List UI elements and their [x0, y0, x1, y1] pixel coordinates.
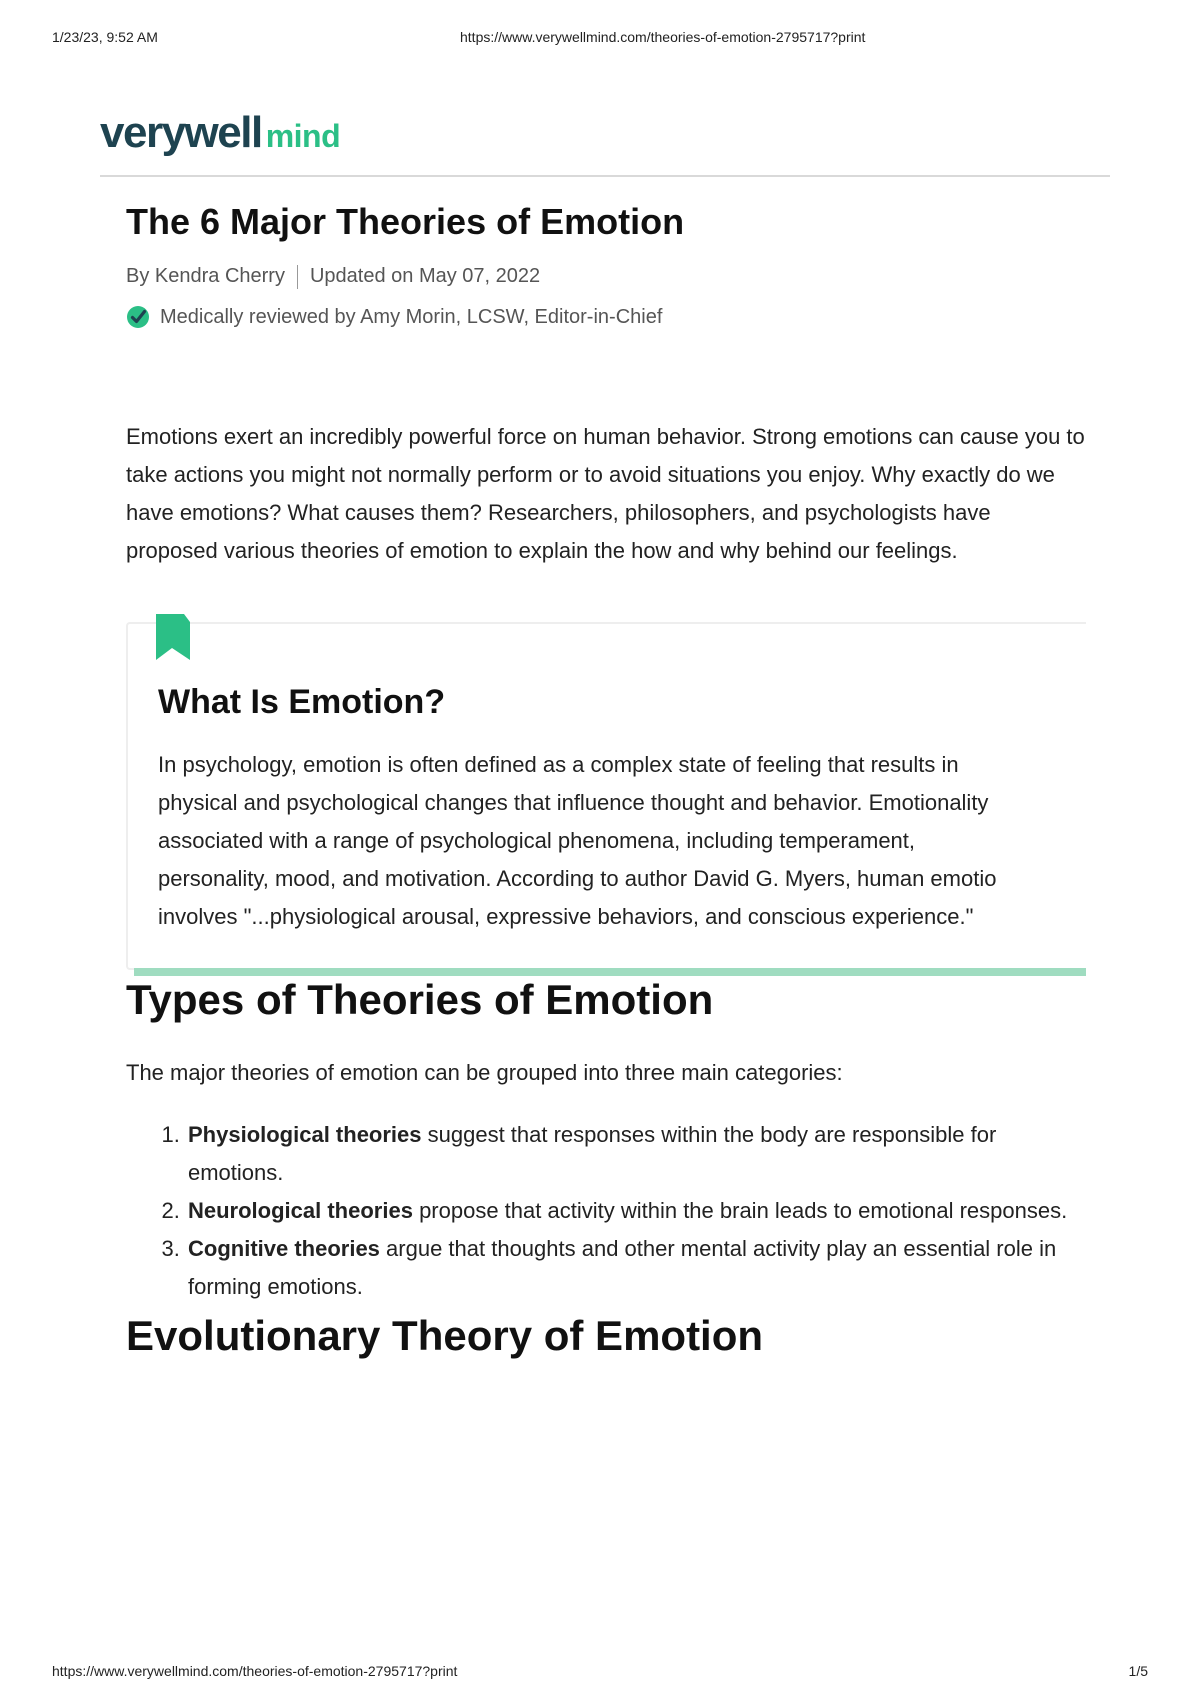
list-item-text: suggest that responses within the body are responsible for emotions. [188, 1122, 997, 1185]
page-number: 1/5 [1128, 1663, 1148, 1679]
medical-review [126, 302, 1086, 332]
intro-paragraph: Emotions exert an incredibly powerful force on human behavior. Strong emotions can cause you to take actions you might not normally perform or to avoid situations you enjoy. Why exactly do we have emotions? What causes them? Researchers, philosophers, and psychologists have proposed various theories of emotion to explain the how and why behind our feelings. [126, 424, 1085, 563]
list-item-text: argue that thoughts and other mental activity play an essential role in forming emotions. [188, 1236, 1057, 1299]
header-divider [100, 175, 1110, 177]
callout-heading: What Is Emotion? [158, 683, 446, 721]
list-item [186, 1116, 1086, 1192]
author-link[interactable]: By Kendra Cherry [126, 265, 285, 287]
byline [126, 260, 1086, 292]
callout-line: involves "...physiological arousal, expressive behaviors, and conscious experience." [158, 904, 974, 929]
list-item [186, 1192, 1086, 1230]
article [126, 196, 1086, 1366]
types-lead: The major theories of emotion can be grouped into three main categories: [126, 1060, 843, 1085]
byline-separator [297, 265, 298, 289]
definition-callout [126, 622, 1086, 970]
list-item-term: Physiological theories [188, 1122, 422, 1147]
section-heading-types: Types of Theories of Emotion [126, 976, 714, 1023]
print-footer [52, 1663, 1148, 1683]
callout-line: physical and psychological changes that influence thought and behavior. Emotionality [158, 790, 989, 815]
updated-date: Updated on May 07, 2022 [309, 265, 541, 287]
section-heading-evolutionary: Evolutionary Theory of Emotion [126, 1312, 764, 1359]
callout-body [158, 676, 1088, 936]
check-badge-icon [126, 305, 150, 329]
logo-verywell: verywell [100, 108, 262, 157]
print-date: 1/23/23, 9:52 AM [52, 29, 158, 45]
callout-line: associated with a range of psychological phenomena, including temperament, [158, 828, 916, 853]
footer-url: https://www.verywellmind.com/theories-of-emotion-2795717?print [52, 1663, 458, 1679]
print-url: https://www.verywellmind.com/theories-of-emotion-2795717?print [460, 29, 866, 45]
callout-text [158, 746, 1088, 936]
callout-line: In psychology, emotion is often defined as a complex state of feeling that results in [158, 752, 959, 777]
article-title: The 6 Major Theories of Emotion [126, 201, 685, 242]
list-item-text: propose that activity within the brain leads to emotional responses. [412, 1198, 1068, 1223]
site-logo[interactable] [100, 108, 340, 158]
list-item-term: Cognitive theories [188, 1236, 380, 1261]
list-item-term: Neurological theories [188, 1198, 413, 1223]
list-item [186, 1230, 1086, 1306]
reviewer-link[interactable]: Medically reviewed by Amy Morin, LCSW, Editor-in-Chief [160, 306, 663, 328]
bookmark-icon [154, 614, 190, 660]
logo-mind: mind [265, 118, 341, 154]
theories-list [126, 1116, 1086, 1306]
callout-accent-bar [134, 968, 1086, 976]
print-header [52, 29, 1148, 49]
callout-line: personality, mood, and motivation. According to author David G. Myers, human emotio [158, 866, 997, 891]
